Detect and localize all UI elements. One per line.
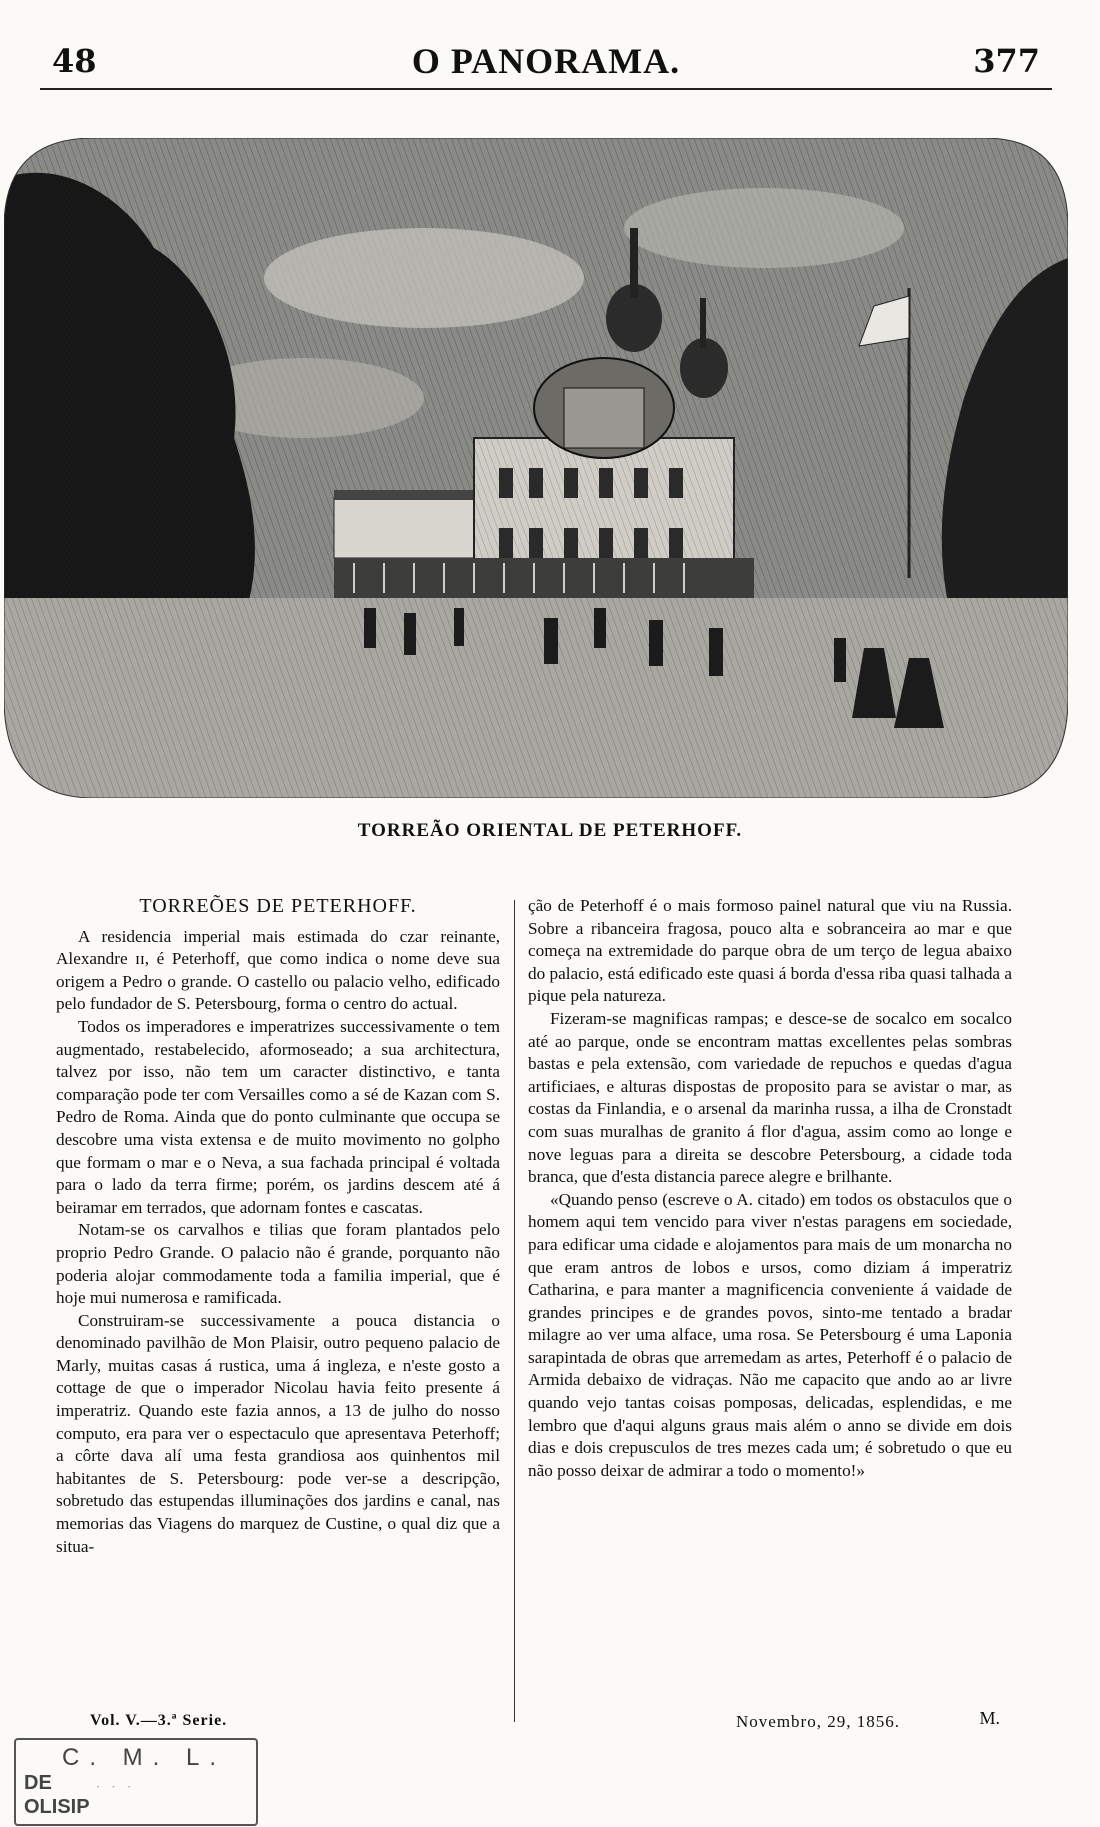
author-signature: M.	[979, 1708, 1000, 1728]
paragraph: Fizeram-se magnificas rampas; e desce-se de socalco em socalco até ao parque, onde se encontram mattas excellentes pelas sombras bastas e pela extensão, com variedade de repuchos e quedas d'agua artificiaes, e alturas dispostas de proposito para se avistar o mar, as costas da Finlandia, e o arsenal da marinha russa, a ilha de Cronstadt com suas muralhas de granito á flor d'agua, assim como ao longe e nove leguas para a direita se descobre Petersbourg, a cidade toda branca, que d'esta distancia parece alegre e brilhante.	[528, 1008, 1012, 1187]
paragraph: «Quando penso (escreve o A. citado) em todos os obstaculos que o homem aqui tem vencido para viver n'estas paragens em sociedade, para edificar uma cidade e alojamentos para mais de um monarcha no que eram antros de lobos e ursos, como diziam á imperatriz Catharina, e para manter a magnificencia conveniente á vaidade de grandes principes e de grandes povos, sinto-me tentado a bradar milagre ao ver uma alface, uma rosa. Se Petersbourg é uma Laponia sarapintada de obras que arremedam as artes, Peterhoff é o palacio de Armida debaixo de vidraças. Não me capacito que ando ao ar livre quando vejo tantas coisas pomposas, delicadas, esplendidas, e me lembro que d'aqui alguns graus mais além o anno se divide em dois dias e dois crepusculos de tres mezes cada um; é sobretudo o que eu não posso deixar de admirar a todo o momento!»	[528, 1189, 1012, 1480]
paragraph: Construiram-se successivamente a pouca distancia o denominado pavilhão de Mon Plaisir, outro pequeno palacio de Marly, muitas casas á rustica, uma á ingleza, e n'este gosto a cottage de que o imperador Nicolau havia feito presente á imperatriz. Quando este fazia annos, a 13 de julho do nosso computo, era para ver o espectaculo que apresentava Peterhoff; a côrte dava alí uma festa grandiosa aos quinhentos mil habitantes de S. Petersbourg: pode ver-se a descripção, sobretudo das estupendas illuminações dos jardins e canal, nas memorias das Viagens do marquez de Custine, o qual diz que a situa-	[56, 1310, 500, 1556]
article-column-right	[528, 895, 1012, 1482]
column-divider	[514, 900, 515, 1722]
publication-title: O PANORAMA.	[411, 41, 681, 81]
library-stamp	[14, 1738, 258, 1826]
engraving-svg	[4, 138, 1068, 798]
stamp-faint-marks: · · ·	[96, 1780, 136, 1794]
paragraph: ção de Peterhoff é o mais formoso painel natural que viu na Russia. Sobre a ribanceira fragosa, pouco alta e sobranceira ao mar e que começa na extremidade do parque obra de um terço de legua abaixo do palacio, está edificado este quasi á borda d'essa riba quasi talhada a pique pela natureza.	[528, 896, 1012, 1006]
engraving-peterhoff-palace-icon	[4, 138, 1068, 798]
page-header	[40, 38, 1052, 90]
volume-label: Vol. V.—3.ª Serie.	[90, 1712, 228, 1729]
stamp-line-de: DE	[24, 1772, 52, 1794]
paragraph: A residencia imperial mais estimada do czar reinante, Alexandre ɪɪ, é Peterhoff, que como indica o nome deve sua origem a Pedro o grande. O castello ou palacio velho, edificado pelo fundador de S. Petersbourg, forma o centro do actual.	[56, 926, 500, 1014]
page-number-right: 377	[973, 42, 1040, 80]
paragraph: Todos os imperadores e imperatrizes successivamente o tem augmentado, restabelecido, aformoseado; a sua architectura, talvez por isso, não tem um caracter distinctivo, e tanta comparação pode ter com Versailles como a sé de Kazan com S. Pedro de Roma. Ainda que do ponto culminante que occupa se descobre uma vista extensa e de muito movimento no golpho que formam o mar e o Neva, a sua fachada principal é voltada para o lado da terra firme; porém, os jardins descem até á beiramar em terrados, que adornam fontes e cascatas.	[56, 1016, 500, 1217]
stamp-line-olisip: OLISIP	[24, 1796, 90, 1818]
illustration-caption: TORREÃO ORIENTAL DE PETERHOFF.	[357, 820, 743, 841]
stamp-initials: C. M. L.	[62, 1744, 227, 1771]
article-column-left	[56, 895, 500, 1558]
page-number-left: 48	[52, 42, 97, 80]
article-title: TORREÕES DE PETERHOFF.	[139, 895, 417, 917]
issue-date: Novembro, 29, 1856.	[736, 1712, 900, 1731]
paragraph: Notam-se os carvalhos e tilias que foram plantados pelo proprio Pedro Grande. O palacio não é grande, porquanto não poderia alojar commodamente toda a familia imperial, que é hoje mui numerosa e ramificada.	[56, 1220, 500, 1308]
